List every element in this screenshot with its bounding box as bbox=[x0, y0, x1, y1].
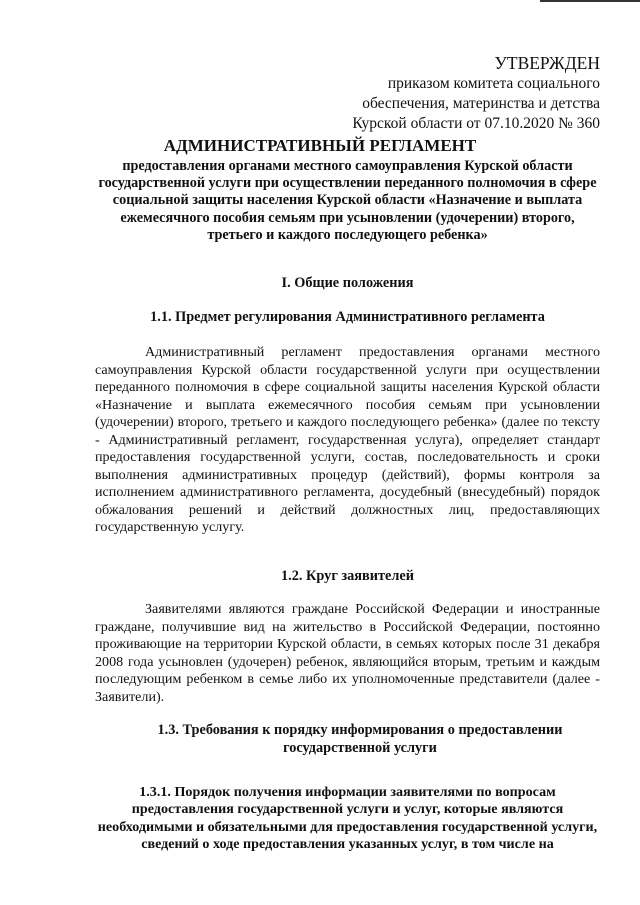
approval-line-3: Курской области от 07.10.2020 № 360 bbox=[352, 115, 600, 132]
section-1-1-heading: 1.1. Предмет регулирования Административного регламента bbox=[150, 309, 545, 325]
approval-heading: УТВЕРЖДЕН bbox=[494, 53, 600, 73]
top-border-line bbox=[540, 0, 640, 2]
section-1-heading: I. Общие положения bbox=[281, 275, 414, 291]
document-subtitle: предоставления органами местного самоуправления Курской области государственной услуги при осуществлении переданного полномочия в сфере социальной защиты населения Курской области «Назначение и выплата ежемесячного пособия семьям при усыновлении (удочерении) второго, третьего и каждого последующего ребенка» bbox=[98, 158, 597, 243]
section-1-2-text: Заявителями являются граждане Российской Федерации и иностранные граждане, получившие вид на жительство в Российской Федерации, постоянно проживающие на территории Курской области, в семьях которых после 31 декабря 2008 года усыновлен (удочерен) ребенок, являющийся вторым, третьим и каждым последующим ребенком в семье либо их уполномоченные представители (далее - Заявители). bbox=[95, 601, 600, 705]
document-title: АДМИНИСТРАТИВНЫЙ РЕГЛАМЕНТ bbox=[163, 136, 477, 155]
approval-line-1: приказом комитета социального bbox=[387, 75, 600, 92]
section-1-1-text: Административный регламент предоставления органами местного самоуправления Курской области государственной услуги при осуществлении переданного полномочия в сфере социальной защиты населения Курской области «Назначение и выплата ежемесячного пособия семьям при усыновлении (удочерении) второго, третьего и каждого последующего ребенка» (далее по тексту - Административный регламент, государственная услуга), определяет стандарт предоставления государственной услуги, состав, последовательность и сроки выполнения административных процедур (действий), формы контроля за исполнением административного регламента, досудебный (внесудебный) порядок обжалования решений и действий должностных лиц, предоставляющих государственную услугу. bbox=[95, 344, 600, 536]
section-1-3-heading: 1.3. Требования к порядку информирования о предоставлении государственной услуги bbox=[157, 722, 563, 756]
section-1-2-heading: 1.2. Круг заявителей bbox=[281, 568, 414, 584]
approval-line-2: обеспечения, материнства и детства bbox=[362, 95, 600, 112]
section-1-3-1-heading: 1.3.1. Порядок получения информации заявителями по вопросам предоставления государственной услуги и услуг, которые являются необходимыми и обязательными для предоставления государственной услуги, сведений о ходе предоставления указанных услуг, в том числе на bbox=[97, 784, 598, 852]
approval-stamp-block bbox=[320, 52, 600, 134]
